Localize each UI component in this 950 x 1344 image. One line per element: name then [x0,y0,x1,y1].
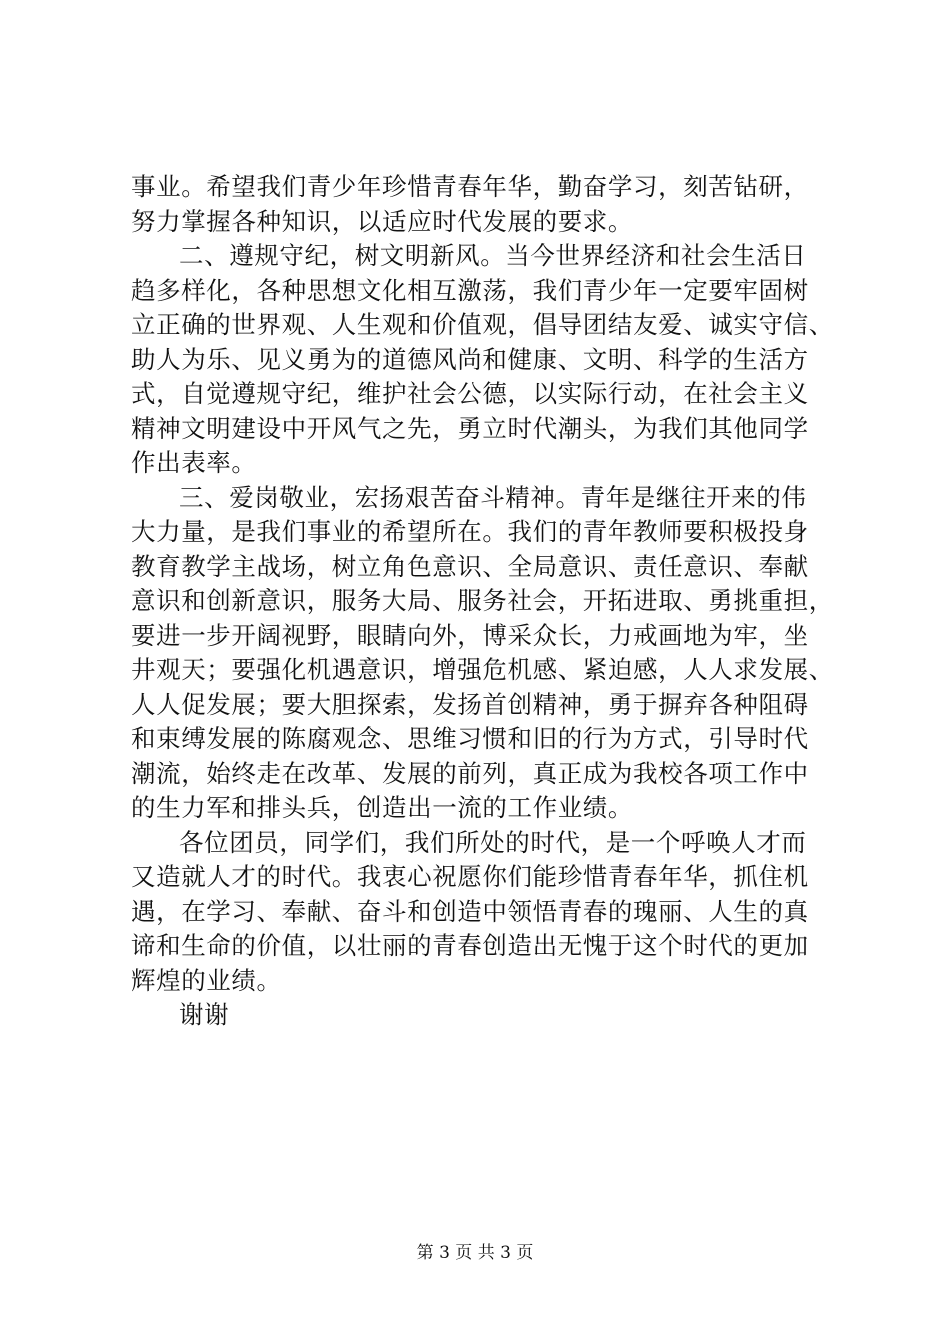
page-footer [0,1242,950,1264]
text-line: 又造就人才的时代。我衷心祝愿你们能珍惜青春年华，抓住机 [131,862,809,891]
text-line: 立正确的世界观、人生观和价值观，倡导团结友爱、诚实守信、 [131,310,834,339]
text-line: 助人为乐、见义勇为的道德风尚和健康、文明、科学的生活方 [131,344,809,374]
text-line: 大力量，是我们事业的希望所在。我们的青年教师要积极投身 [131,517,809,546]
text-line: 式，自觉遵规守纪，维护社会公德，以实际行动，在社会主义 [131,379,809,408]
document-body [131,170,855,1033]
text-line: 趋多样化，各种思想文化相互激荡，我们青少年一定要牢固树 [131,275,809,305]
text-line: 教育教学主战场，树立角色意识、全局意识、责任意识、奉献 [131,551,809,581]
paragraph-start-line: 各位团员，同学们，我们所处的时代，是一个呼唤人才而 [179,827,807,857]
text-line: 潮流，始终走在改革、发展的前列，真正成为我校各项工作中 [131,758,809,788]
text-line: 辉煌的业绩。 [131,965,282,995]
page-number: 第 3 页 共 3 页 [416,1243,534,1263]
closing-line: 谢谢 [179,1000,230,1029]
paragraph-start-line: 二、遵规守纪，树文明新风。当今世界经济和社会生活日 [179,241,807,270]
text-line: 事业。希望我们青少年珍惜青春年华，勤奋学习，刻苦钻研， [131,172,809,201]
text-line: 和束缚发展的陈腐观念、思维习惯和旧的行为方式，引导时代 [131,724,809,753]
text-line: 努力掌握各种知识，以适应时代发展的要求。 [131,206,633,236]
text-line: 要进一步开阔视野，眼睛向外，博采众长，力戒画地为牢，坐 [131,620,809,650]
text-line: 人人促发展；要大胆探索，发扬首创精神，勇于摒弃各种阻碍 [131,689,809,719]
text-line: 的生力军和排头兵，创造出一流的工作业绩。 [131,793,633,822]
text-line: 精神文明建设中开风气之先，勇立时代潮头，为我们其他同学 [131,413,809,443]
text-line: 谛和生命的价值，以壮丽的青春创造出无愧于这个时代的更加 [131,931,809,960]
text-line: 意识和创新意识，服务大局、服务社会，开拓进取、勇挑重担， [131,586,834,615]
text-line: 遇，在学习、奉献、奋斗和创造中领悟青春的瑰丽、人生的真 [131,896,809,926]
text-line: 井观天；要强化机遇意识，增强危机感、紧迫感，人人求发展、 [131,655,834,684]
paragraph-start-line: 三、爱岗敬业，宏扬艰苦奋斗精神。青年是继往开来的伟 [179,482,807,512]
text-line: 作出表率。 [131,448,257,477]
